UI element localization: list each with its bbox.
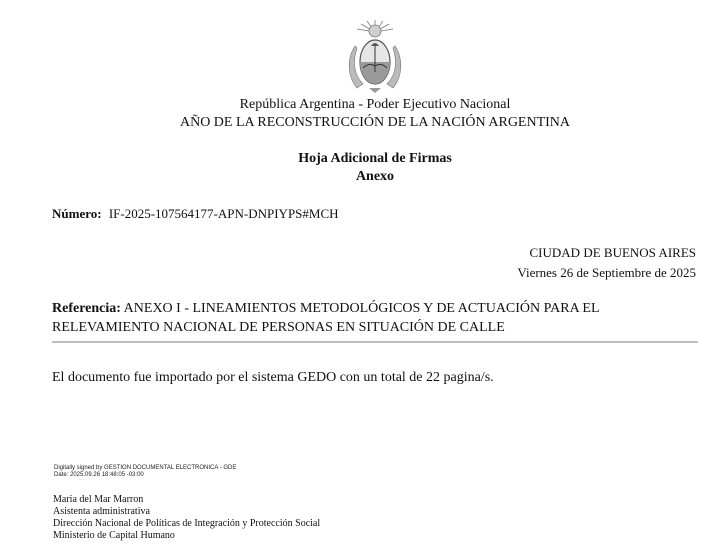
digital-signature-line-1: Digitally signed by GESTION DOCUMENTAL ELECTRONICA - GDE [54,465,237,471]
header-line-2: AÑO DE LA RECONSTRUCCIÓN DE LA NACIÓN ARGENTINA [179,115,571,130]
document-number [52,206,339,222]
signer-name: Maria del Mar Marron [53,494,144,505]
signer-role: Asistenta administrativa [53,506,150,517]
document-number-label: Número: [52,206,102,221]
location-city: CIUDAD DE BUENOS AIRES [529,245,696,260]
reference-text: ANEXO I - LINEAMIENTOS METODOLÓGICOS Y DE ACTUACIÓN PARA EL RELEVAMIENTO NACIONAL DE PERSONAS EN SITUACIÓN DE CALLE [52,301,600,335]
body-text: El documento fue importado por el sistema GEDO con un total de 22 pagina/s. [52,370,494,385]
digital-signature-stamp [54,465,236,479]
signer-block [53,494,320,542]
reference [52,299,692,337]
signer-office: Dirección Nacional de Políticas de Integración y Protección Social [53,518,321,529]
document-title: Hoja Adicional de Firmas [298,151,452,166]
document-number-value: IF-2025-107564177-APN-DNPIYPS#MCH [108,206,339,221]
digital-signature-line-2: Date: 2025.09.26 18:48:05 -03:00 [54,472,144,478]
signer-ministry: Ministerio de Capital Humano [53,530,175,541]
divider [52,341,698,343]
location-date: Viernes 26 de Septiembre de 2025 [517,265,696,280]
document-subtitle: Anexo [355,169,395,184]
reference-label: Referencia: [52,301,121,316]
header-line-1: República Argentina - Poder Ejecutivo Nacional [239,97,511,112]
argentina-coat-of-arms-icon [345,18,405,94]
